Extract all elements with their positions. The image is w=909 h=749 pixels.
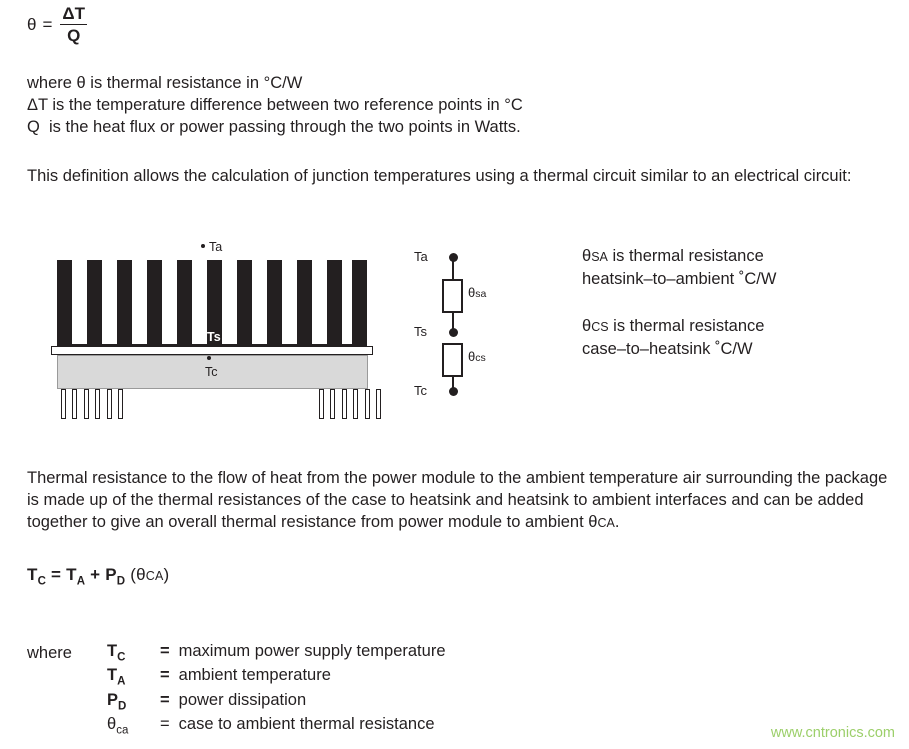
eq-pd-sub: D [116, 575, 126, 588]
formula-denominator: Q [67, 26, 81, 46]
formula-equals: = [42, 14, 53, 34]
theta-sa-subscript: sa [475, 288, 487, 300]
circuit-label-ta: Ta [414, 249, 428, 264]
thermal-resistance-paragraph [27, 467, 892, 534]
eq-pd: P [105, 565, 117, 584]
legend-theta-cs-text: is thermal resistance [608, 317, 765, 335]
legend-theta-sa-line2: heatsink–to–ambient ˚C/W [582, 270, 777, 288]
symbol-letter: θ [107, 714, 117, 733]
circuit-label-ts: Ts [414, 324, 427, 339]
pin [107, 389, 112, 419]
heatsink-label-ts: Ts [207, 330, 221, 344]
definition-line-theta: where θ is thermal resistance in °C/W [27, 74, 303, 92]
pin [95, 389, 100, 419]
equation-variable-table [27, 642, 446, 739]
eq-plus: + [90, 565, 101, 584]
where-label: where [27, 644, 72, 662]
definition-paragraph: This definition allows the calculation of junction temperatures using a thermal circuit similar to an electrical circuit: [27, 167, 852, 185]
point-marker-tc [207, 356, 211, 360]
variable-symbol-theta-ca [107, 715, 160, 739]
variable-description: power dissipation [178, 690, 307, 709]
legend-theta-cs [582, 315, 764, 360]
circuit-node-tc [449, 387, 458, 396]
table-row [107, 642, 446, 666]
eq-ta: T [66, 565, 77, 584]
paragraph-theta-ca-subscript: CA [597, 516, 615, 530]
variable-symbol-tc [107, 642, 160, 666]
point-marker-ts [199, 334, 203, 338]
eq-equals: = [51, 565, 62, 584]
variable-symbol-ta [107, 666, 160, 690]
symbol-letter: P [107, 690, 119, 709]
resistor-theta-sa [442, 279, 463, 313]
theta-symbol: θ [468, 349, 476, 364]
variable-description: maximum power supply temperature [178, 642, 446, 660]
circuit-node-ta [449, 253, 458, 262]
resistor-theta-sa-label [468, 285, 486, 300]
theta-cs-subscript: cs [475, 352, 486, 364]
legend-theta-sa-text: is thermal resistance [607, 247, 764, 265]
eq-ta-sub: A [76, 575, 86, 588]
heatsink-label-tc: Tc [205, 365, 218, 379]
case-temperature-equation [27, 565, 169, 587]
variable-equals: = [160, 690, 170, 709]
thermal-resistance-formula [27, 4, 87, 45]
paragraph-main-text: Thermal resistance to the flow of heat from the power module to the ambient temperature air surrounding the package is made up of the thermal resistances of the case to heatsink and heatsink to ambient interfaces and can be added together to give an overall thermal resistance from power module to ambient θ [27, 469, 888, 531]
formula-fraction [60, 4, 87, 45]
eq-theta: θ [136, 565, 146, 584]
legend-theta-symbol: θ [582, 247, 592, 265]
table-row [107, 691, 446, 715]
eq-tc: T [27, 565, 38, 584]
pin [72, 389, 77, 419]
circuit-wire-top [452, 259, 454, 279]
variable-definitions [27, 72, 727, 138]
eq-theta-sub: CA [145, 569, 164, 583]
pin [353, 389, 358, 419]
heatsink-label-ta: Ta [209, 240, 223, 254]
module-pins-right [319, 389, 383, 419]
pin [319, 389, 324, 419]
symbol-subscript: A [117, 675, 126, 688]
symbol-letter: T [107, 666, 118, 685]
variable-symbol-pd [107, 691, 160, 715]
theta-symbol: θ [468, 285, 476, 300]
variable-equals: = [160, 666, 170, 685]
paragraph-period: . [614, 513, 620, 531]
symbol-subscript: D [118, 699, 127, 712]
formula-numerator: ΔT [60, 4, 87, 25]
variable-table [107, 642, 446, 739]
point-marker-ta [201, 244, 205, 248]
table-row [107, 715, 446, 739]
pin [342, 389, 347, 419]
legend-theta-cs-line2: case–to–heatsink ˚C/W [582, 340, 753, 358]
pin [84, 389, 89, 419]
legend-theta-sa [582, 245, 776, 290]
symbol-letter: T [107, 642, 118, 660]
formula-theta: θ [27, 14, 37, 34]
resistor-theta-cs [442, 343, 463, 377]
variable-description: case to ambient thermal resistance [178, 714, 435, 733]
eq-paren-open: ( [130, 565, 137, 584]
variable-description: ambient temperature [178, 666, 331, 685]
eq-tc-sub: C [37, 575, 47, 588]
definition-line-delta-t: ΔT is the temperature difference between two reference points in °C [27, 96, 523, 114]
definition-line-q: Q is the heat flux or power passing through the two points in Watts. [27, 118, 521, 136]
module-pins-left [61, 389, 125, 419]
pin [61, 389, 66, 419]
table-row [107, 666, 446, 690]
legend-theta-sa-subscript: SA [591, 250, 608, 264]
legend-theta-sa-line1 [582, 245, 776, 268]
watermark-url: www.cntronics.com [770, 725, 895, 741]
legend-theta-symbol: θ [582, 317, 592, 335]
eq-paren-close: ) [163, 565, 170, 584]
pin [330, 389, 335, 419]
variable-equals: = [160, 714, 170, 733]
circuit-node-ts [449, 328, 458, 337]
pin [376, 389, 381, 419]
circuit-label-tc: Tc [414, 383, 427, 398]
resistor-theta-cs-label [468, 349, 486, 364]
pin [365, 389, 370, 419]
symbol-subscript: C [117, 651, 126, 664]
mounting-plate [51, 346, 373, 355]
symbol-subscript: ca [116, 724, 129, 737]
pin [118, 389, 123, 419]
thermal-circuit-diagram [410, 245, 550, 405]
legend-theta-cs-subscript: CS [591, 320, 609, 334]
variable-equals: = [160, 642, 170, 660]
legend-theta-cs-line1 [582, 315, 764, 338]
